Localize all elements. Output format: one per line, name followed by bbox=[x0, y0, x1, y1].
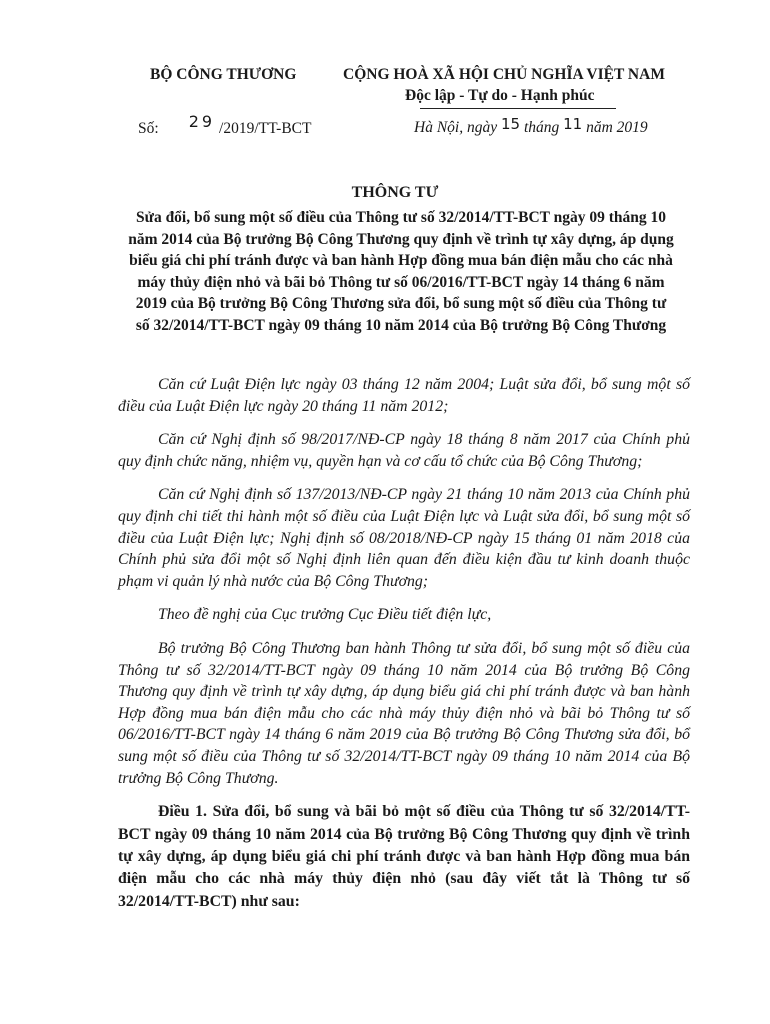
document-summary: Sửa đổi, bổ sung một số điều của Thông tư số 32/2014/TT-BCT ngày 09 tháng 10 năm 2014 của Bộ trưởng Bộ Công Thương quy định về trình tự xây dựng, áp dụng biểu giá chi phí tránh được và ban hành Hợp đồng mua bán điện mẫu cho các nhà máy thủy điện nhỏ và bãi bỏ Thông tư số 06/2016/TT-BCT ngày 14 tháng 6 năm 2019 của Bộ trưởng Bộ Công Thương sửa đổi, bổ sung một số điều của Thông tư số 32/2014/TT-BCT ngày 09 tháng 10 năm 2014 của Bộ trưởng Bộ Công Thương bbox=[128, 209, 674, 334]
number-prefix: Số: bbox=[138, 120, 159, 137]
preamble-paragraph: Căn cứ Luật Điện lực ngày 03 tháng 12 năm 2004; Luật sửa đổi, bổ sung một số điều của Luật Điện lực ngày 20 tháng 11 năm 2012; bbox=[118, 376, 690, 415]
preamble-paragraph: Theo đề nghị của Cục trưởng Cục Điều tiết điện lực, bbox=[158, 606, 492, 624]
motto-underline bbox=[420, 108, 616, 109]
national-motto: Độc lập - Tự do - Hạnh phúc bbox=[405, 87, 595, 104]
place-and-date bbox=[414, 115, 648, 137]
document-type: THÔNG TƯ bbox=[351, 184, 439, 201]
document-number bbox=[138, 112, 312, 138]
number-handwritten: 29 bbox=[188, 112, 216, 131]
month-word: tháng bbox=[523, 119, 560, 136]
preamble-paragraph: Căn cứ Nghị định số 98/2017/NĐ-CP ngày 18 tháng 8 năm 2017 của Chính phủ quy định chức năng, nhiệm vụ, quyền hạn và cơ cấu tổ chức của Bộ Công Thương; bbox=[118, 431, 690, 470]
year-text: năm 2019 bbox=[586, 119, 648, 136]
article-1: Điều 1. Sửa đổi, bổ sung và bãi bỏ một số điều của Thông tư số 32/2014/TT-BCT ngày 09 tháng 10 năm 2014 của Bộ trưởng Bộ Công Thương quy định về trình tự xây dựng, áp dụng biểu giá chi phí tránh được và ban hành Hợp đồng mua bán điện mẫu cho các nhà máy thủy điện nhỏ (sau đây viết tắt là Thông tư số 32/2014/TT-BCT) như sau: bbox=[118, 803, 690, 910]
place-date-prefix: Hà Nội, ngày bbox=[414, 119, 498, 136]
preamble-paragraph: Căn cứ Nghị định số 137/2013/NĐ-CP ngày 21 tháng 10 năm 2013 của Chính phủ quy định chi tiết thi hành một số điều của Luật Điện lực và Luật sửa đổi, bổ sung một số điều của Luật Điện lực; Nghị định số 08/2018/NĐ-CP ngày 15 tháng 01 năm 2018 của Chính phủ sửa đổi một số Nghị định liên quan đến điều kiện đầu tư kinh doanh thuộc phạm vi quản lý nhà nước của Bộ Công Thương; bbox=[118, 486, 690, 590]
month-handwritten: 11 bbox=[563, 115, 583, 133]
country-name: CỘNG HOÀ XÃ HỘI CHỦ NGHĨA VIỆT NAM bbox=[343, 66, 665, 83]
issuing-agency: BỘ CÔNG THƯƠNG bbox=[150, 66, 297, 83]
number-suffix: /2019/TT-BCT bbox=[219, 120, 312, 137]
preamble-paragraph: Bộ trưởng Bộ Công Thương ban hành Thông tư sửa đổi, bổ sung một số điều của Thông tư số 32/2014/TT-BCT ngày 09 tháng 10 năm 2014 của Bộ trưởng Bộ Công Thương quy định về trình tự xây dựng, áp dụng biểu giá chi phí tránh được và ban hành Hợp đồng mua bán điện mẫu cho các nhà máy thủy điện nhỏ và bãi bỏ Thông tư số 06/2016/TT-BCT ngày 14 tháng 6 năm 2019 của Bộ trưởng Bộ Công Thương sửa đổi, bổ sung một số điều của Thông tư số 32/2014/TT-BCT ngày 09 tháng 10 năm 2014 của Bộ trưởng Bộ Công Thương. bbox=[118, 639, 690, 787]
day-handwritten: 15 bbox=[500, 115, 521, 133]
document-body bbox=[118, 374, 690, 925]
